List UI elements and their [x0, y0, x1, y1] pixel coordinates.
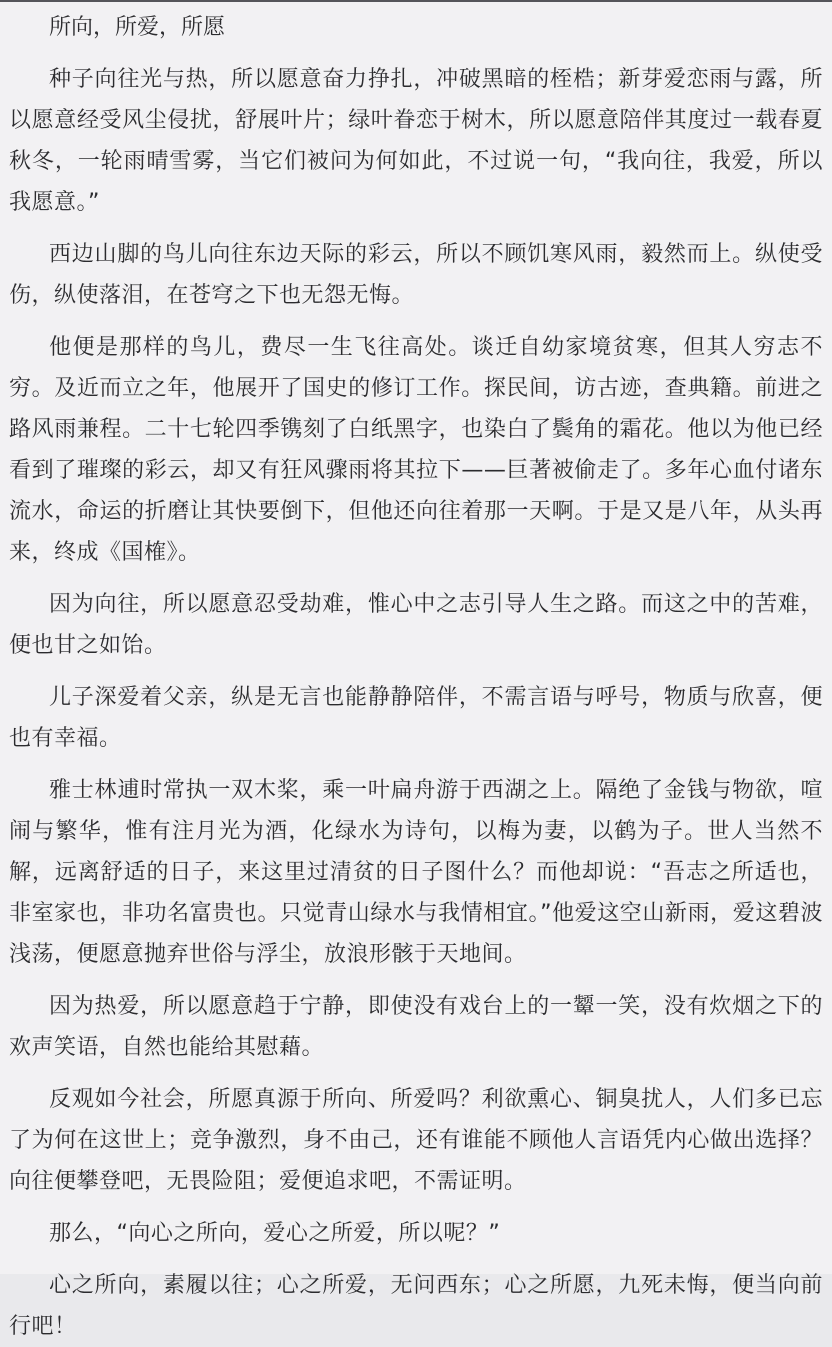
paragraph: 种子向往光与热，所以愿意奋力挣扎，冲破黑暗的桎梏；新芽爱恋雨与露，所以愿意经受风尘侵扰，舒展叶片；绿叶眷恋于树木，所以愿意陪伴其度过一载春夏秋冬，一轮雨晴雪雾，当它们被问为何如此，不过说一句，“我向往，我爱，所以我愿意。” [9, 67, 823, 215]
paragraph: 儿子深爱着父亲，纵是无言也能静静陪伴，不需言语与呼号，物质与欣喜，便也有幸福。 [9, 685, 823, 751]
paragraph: 西边山脚的鸟儿向往东边天际的彩云，所以不顾饥寒风雨，毅然而上。纵使受伤，纵使落泪，在苍穹之下也无怨无悔。 [9, 242, 823, 308]
paragraph: 反观如今社会，所愿真源于所向、所爱吗？利欲熏心、铜臭扰人，人们多已忘了为何在这世上；竞争激烈，身不由己，还有谁能不顾他人言语凭内心做出选择？向往便攀登吧，无畏险阻；爱便追求吧，不需证明。 [9, 1087, 823, 1194]
essay-body [9, 59, 823, 1347]
essay-title: 所向，所爱，所愿 [49, 15, 226, 40]
paragraph: 雅士林逋时常执一双木桨，乘一叶扁舟游于西湖之上。隔绝了金钱与物欲，喧闹与繁华，惟有注月光为酒，化绿水为诗句，以梅为妻，以鹤为子。世人当然不解，远离舒适的日子，来这里过清贫的日子图什么？而他却说：“吾志之所适也，非室家也，非功名富贵也。只觉青山绿水与我情相宜。”他爱这空山新雨，爱这碧波浅荡，便愿意抛弃世俗与浮尘，放浪形骸于天地间。 [9, 778, 823, 967]
paragraph: 因为向往，所以愿意忍受劫难，惟心中之志引导人生之路。而这之中的苦难，便也甘之如饴。 [9, 592, 823, 658]
paragraph: 那么，“向心之所向，爱心之所爱，所以呢？” [49, 1221, 501, 1246]
paragraph: 因为热爱，所以愿意趋于宁静，即使没有戏台上的一颦一笑，没有炊烟之下的欢声笑语，自然也能给其慰藉。 [9, 994, 823, 1060]
clipped-last-line: 心之所向，素履以往；心之所爱，无问西东；心之所愿，九死未悔，便当向前行吧！ [9, 1273, 823, 1339]
paragraph: 他便是那样的鸟儿，费尽一生飞往高处。谈迁自幼家境贫寒，但其人穷志不穷。及近而立之年，他展开了国史的修订工作。探民间，访古迹，查典籍。前进之路风雨兼程。二十七轮四季镌刻了白纸黑字，也染白了鬓角的霜花。他以为他已经看到了璀璨的彩云，却又有狂风骤雨将其拉下——巨著被偷走了。多年心血付诸东流水，命运的折磨让其快要倒下，但他还向往着那一天啊。于是又是八年，从头再来，终成《国榷》。 [9, 335, 823, 565]
